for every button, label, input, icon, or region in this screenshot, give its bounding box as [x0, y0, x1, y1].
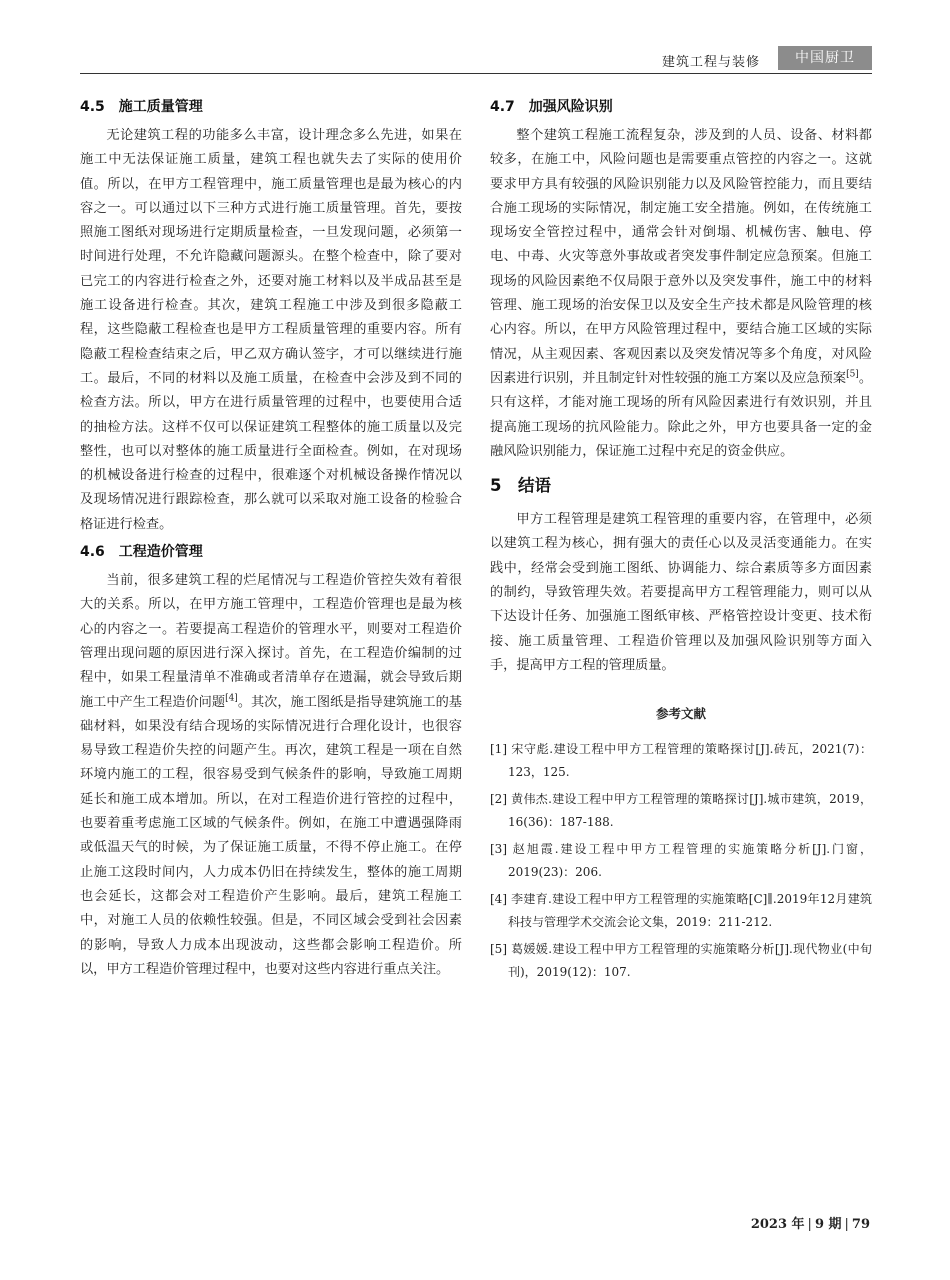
journal-section-name: 建筑工程与装修: [661, 55, 760, 70]
section-4-7-paragraph: [490, 124, 872, 464]
paragraph-text: 整个建筑工程施工流程复杂，涉及到的人员、设备、材料都较多，在施工中，风险问题也是需要重点管控的内容之一。这就要求甲方具有较强的风险识别能力以及风险管控能力，而且要结合施工现场的实际情况，制定施工安全措施。例如，在传统施工现场安全管控过程中，通常会针对倒塌、机械伤害、触电、停电、中毒、火灾等意外事故或者突发事件制定应急预案。但施工现场的风险因素绝不仅局限于意外以及突发事件，施工中的材料管理、施工现场的治安保卫以及安全生产技术都是风险管理的核心内容。所以，在甲方风险管理过程中，要结合施工区域的实际情况，从主观因素、客观因素以及突发情况等多个角度，对风险因素进行识别，并且制定针对性较强的施工方案以及应急预案: [490, 128, 872, 386]
reference-item: [5] 葛媛媛.建设工程中甲方工程管理的实施策略分析[J].现代物业(中旬刊)，2019(12)：107.: [490, 942, 872, 979]
footer-separator: |: [807, 1217, 812, 1232]
citation-4: [4]: [225, 693, 238, 704]
references-heading: 参考文献: [655, 706, 706, 722]
journal-badge: 中国厨卫: [778, 46, 872, 70]
reference-item: [1] 宋守彪.建设工程中甲方工程管理的策略探讨[J].砖瓦，2021(7)：123，125.: [490, 742, 872, 779]
page-footer: [751, 1213, 870, 1232]
paragraph-text: 。其次，施工图纸是指导建筑施工的基础材料，如果没有结合现场的实际情况进行合理化设计，也很容易导致工程造价失控的问题产生。再次，建筑工程是一项在自然环境内施工的工程，很容易受到气候条件的影响，导致施工周期延长和施工成本增加。所以，在对工程造价进行管控的过程中，也要着重考虑施工区域的气候条件。例如，在施工中遭遇强降雨或低温天气的时候，为了保证施工质量，不得不停止施工。在停止施工这段时间内，人力成本仍旧在持续发生，整体的施工周期也会延长，这都会对工程造价产生影响。最后，建筑工程施工中，对施工人员的依赖性较强。但是，不同区域会受到社会因素的影响，导致人力成本出现波动，这些都会影响工程造价。所以，甲方工程造价管理过程中，也要对这些内容进行重点关注。: [80, 694, 462, 977]
right-column: [490, 96, 872, 988]
reference-item: [3] 赵旭霞.建设工程中甲方工程管理的实施策略分析[J].门窗，2019(23)：206.: [490, 842, 872, 879]
section-5-heading: 5 结语: [490, 476, 551, 496]
section-4-5-paragraph: 无论建筑工程的功能多么丰富，设计理念多么先进，如果在施工中无法保证施工质量，建筑工程也就失去了实际的使用价值。所以，在甲方工程管理中，施工质量管理也是最为核心的内容之一。可以通过以下三种方式进行施工质量管理。首先，要按照施工图纸对现场进行定期质量检查，一旦发现问题，必须第一时间进行处理，不允许隐藏问题源头。在整个检查中，除了要对已完工的内容进行检查之外，还要对施工材料以及半成品甚至是施工设备进行检查。其次，建筑工程施工中涉及到很多隐蔽工程，这些隐蔽工程检查也是甲方工程质量管理的重要内容。所有隐蔽工程检查结束之后，甲乙双方确认签字，才可以继续进行施工。最后，不同的材料以及施工质量，在检查中会涉及到不同的检查方法。所以，甲方在进行质量管理的过程中，也要使用合适的抽检方法。这样不仅可以保证建筑工程整体的施工质量以及完整性，也可以对整体的施工质量进行全面检查。例如，在对现场的机械设备进行检查的过程中，很难逐个对机械设备操作情况以及现场情况进行跟踪检查，那么就可以采取对施工设备的检验合格证进行检查。: [80, 128, 462, 532]
footer-issue: 9 期: [814, 1217, 842, 1232]
conclusion-paragraph: 甲方工程管理是建筑工程管理的重要内容，在管理中，必须以建筑工程为核心，拥有强大的责任心以及灵活变通能力。在实践中，经常会受到施工图纸、协调能力、综合素质等多方面因素的制约，导致管理失效。若要提高甲方工程管理能力，则可以从下达设计任务、加强施工图纸审核、严格管控设计变更、技术衔接、施工质量管理、工程造价管理以及加强风险识别等方面入手，提高甲方工程的管理质量。: [490, 512, 872, 673]
section-4-5-heading: 4.5 施工质量管理: [80, 99, 203, 115]
citation-5: [5]: [846, 369, 859, 380]
left-column: [80, 96, 462, 982]
references-list: [490, 738, 872, 983]
footer-year: 2023 年: [750, 1217, 805, 1232]
section-4-7-heading: 4.7 加强风险识别: [490, 99, 613, 115]
header-rule: [80, 73, 872, 74]
paragraph-text: 当前，很多建筑工程的烂尾情况与工程造价管控失效有着很大的关系。所以，在甲方施工管理中，工程造价管理也是最为核心的内容之一。若要提高工程造价的管理水平，则要对工程造价管理出现问题的原因进行深入探讨。首先，在工程造价编制的过程中，如果工程量清单不准确或者清单存在遗漏，就会导致后期施工中产生工程造价问题: [80, 573, 462, 710]
section-4-6-paragraph: [80, 569, 462, 982]
paragraph-text: 。只有这样，才能对施工现场的所有风险因素进行有效识别，并且提高施工现场的抗风险能力。除此之外，甲方也要具备一定的金融风险识别能力，保证施工过程中充足的资金供应。: [490, 370, 872, 459]
page-header: [80, 46, 872, 74]
reference-item: [2] 黄伟杰.建设工程中甲方工程管理的策略探讨[J].城市建筑，2019，16(36)：187-188.: [490, 792, 872, 829]
reference-item: [4] 李建育.建设工程中甲方工程管理的实施策略[C]∥.2019年12月建筑科技与管理学术交流会论文集，2019：211-212.: [490, 892, 872, 929]
footer-separator: |: [844, 1217, 849, 1232]
page-number: 79: [851, 1217, 870, 1232]
section-4-6-heading: 4.6 工程造价管理: [80, 544, 203, 561]
